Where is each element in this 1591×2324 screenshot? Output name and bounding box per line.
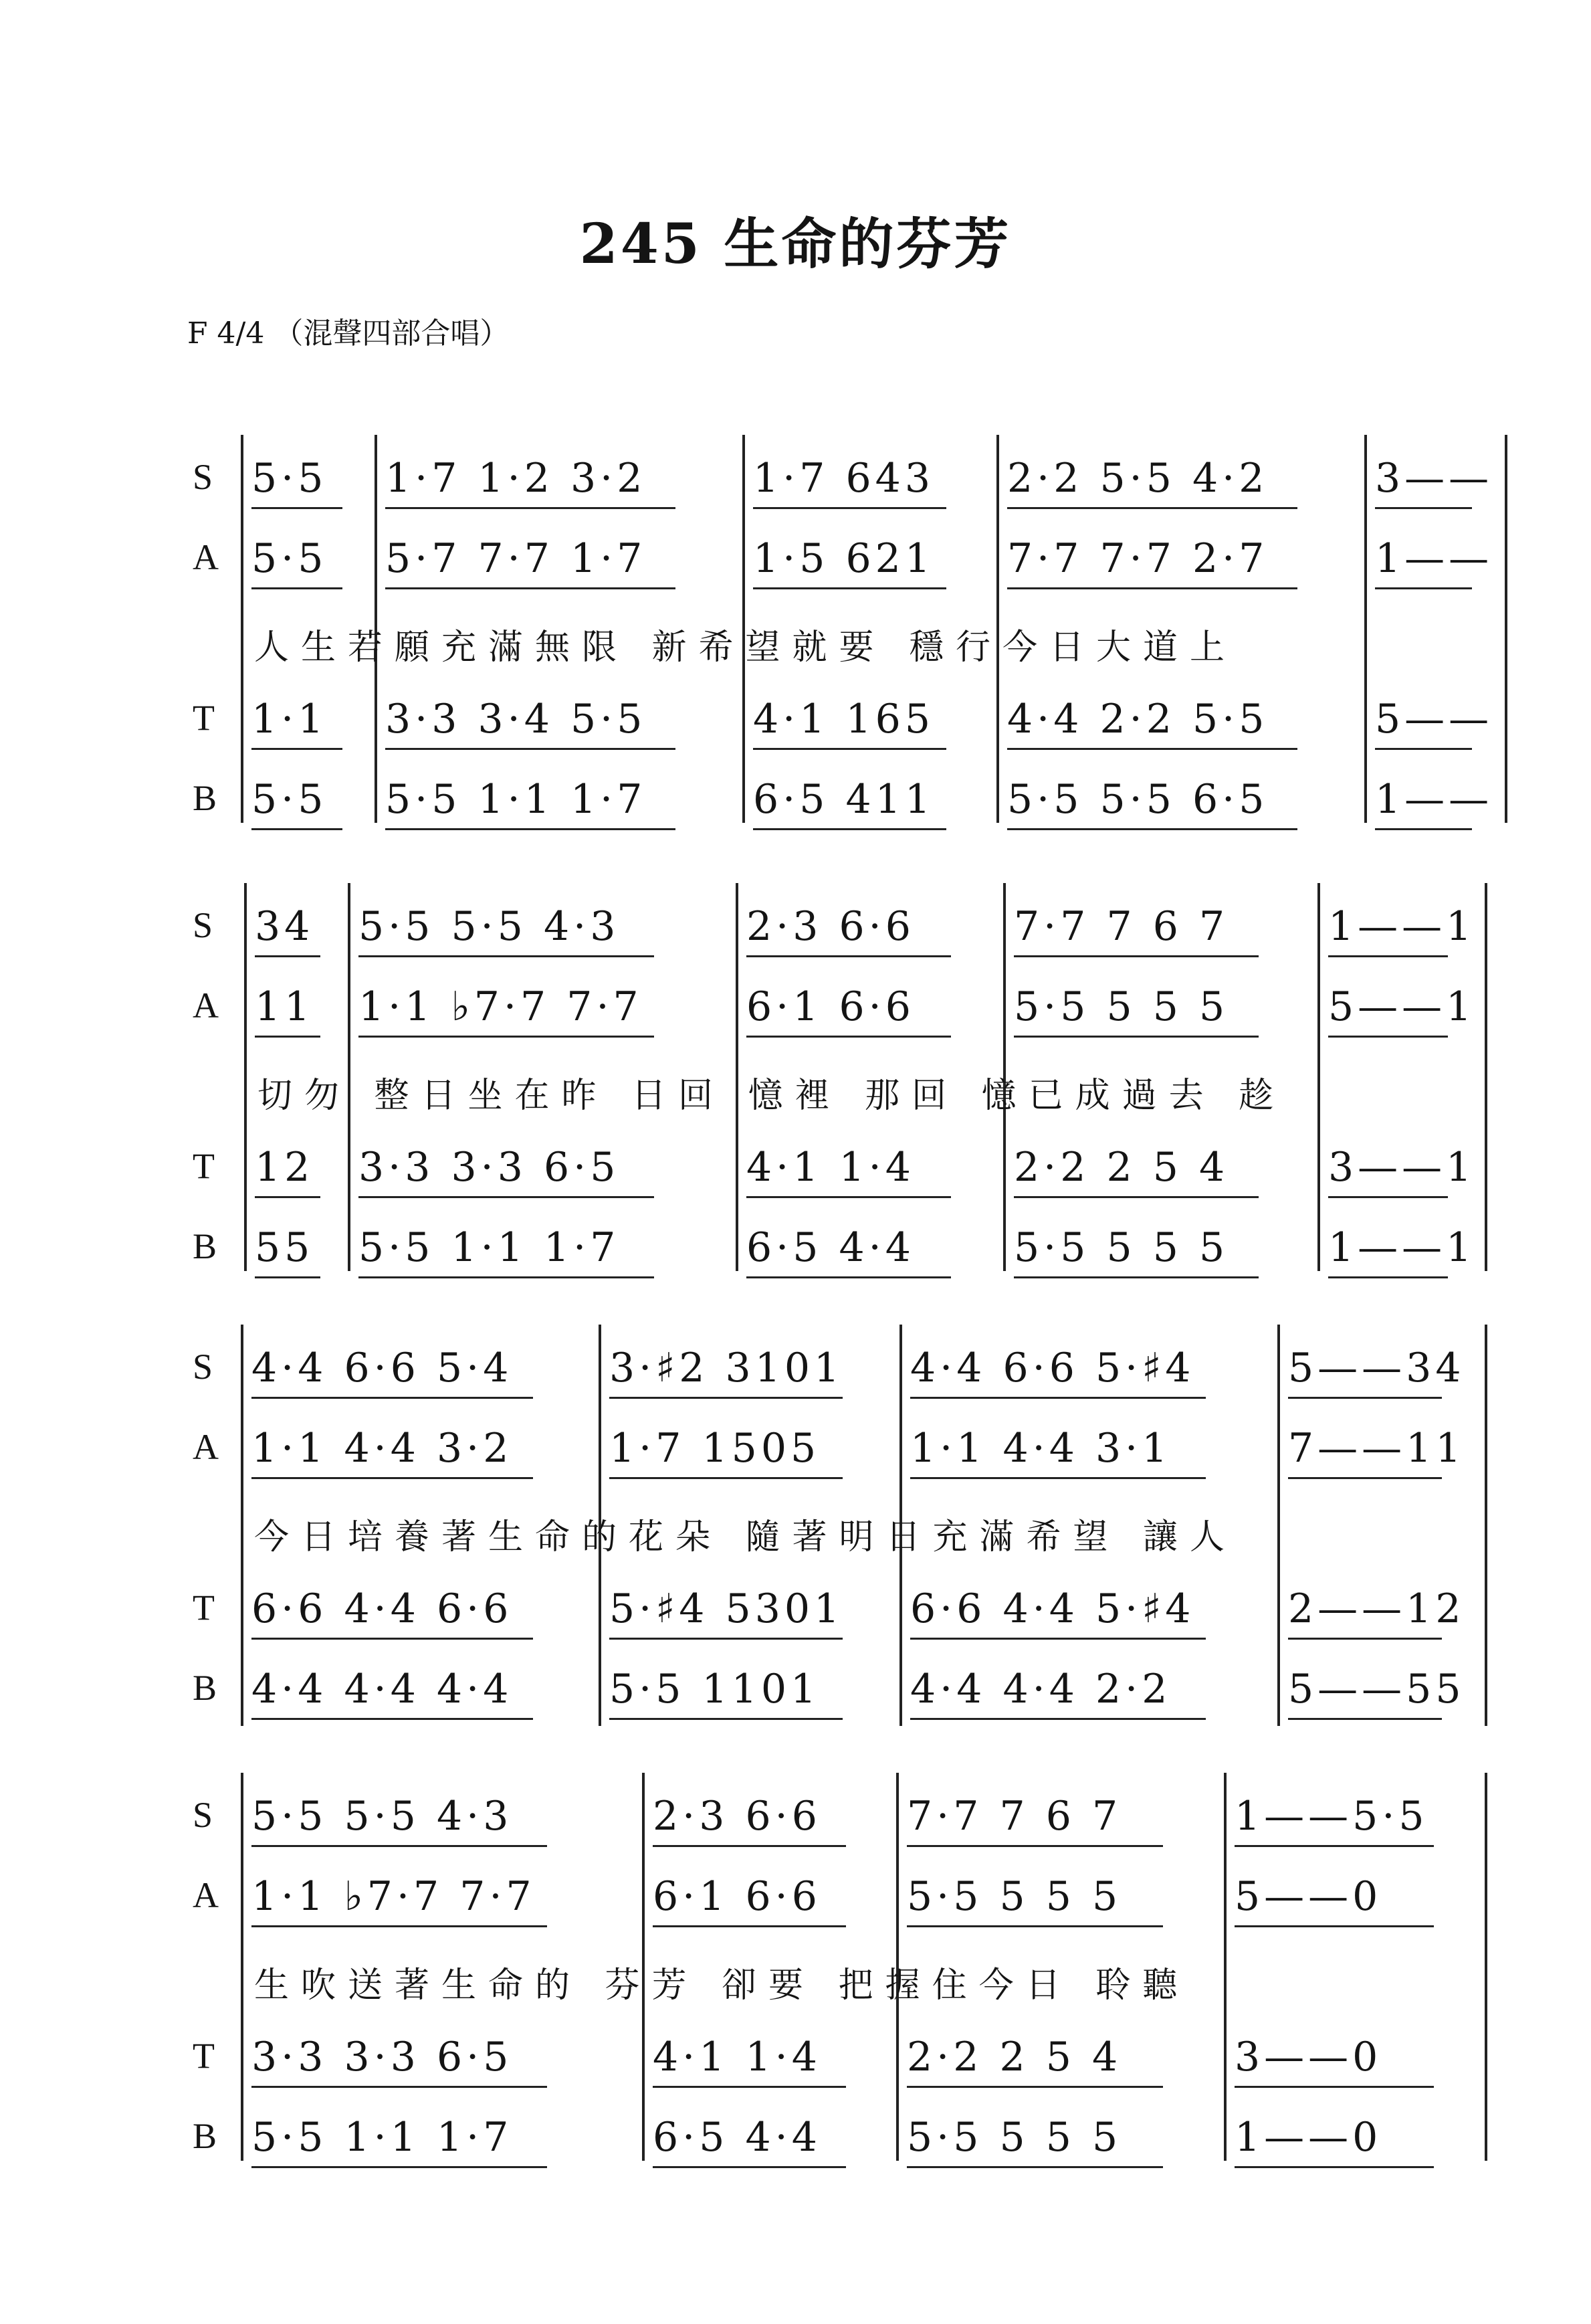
measure-s: 2·3 6·6 — [653, 1793, 821, 1840]
measure-s: 5·5 — [251, 455, 328, 502]
beam-underline — [907, 2166, 1163, 2168]
bar-line — [241, 1773, 243, 2161]
measure-s: 3—— — [1375, 455, 1493, 502]
part-label-a: A — [193, 1427, 219, 1467]
part-label-s: S — [193, 457, 213, 497]
beam-underline — [251, 2086, 547, 2088]
measure-a: 7·7 7·7 2·7 — [1007, 535, 1269, 582]
beam-underline — [746, 1036, 951, 1038]
beam-underline — [1288, 1397, 1442, 1399]
measure-a: 5·5 — [251, 535, 328, 582]
lyrics-line: 今日培養著生命的花朵 隨著明日充滿希望 讓人 — [254, 1517, 1237, 1557]
beam-underline — [1235, 1845, 1434, 1847]
measure-a: 5·5 5 5 5 — [907, 1873, 1122, 1920]
measure-b: 55 — [255, 1224, 314, 1271]
part-label-s: S — [193, 1795, 213, 1835]
beam-underline — [910, 1477, 1206, 1479]
measure-t: 3·3 3·3 6·5 — [251, 2034, 513, 2080]
part-label-s: S — [193, 1347, 213, 1387]
beam-underline — [910, 1718, 1206, 1720]
beam-underline — [1014, 1276, 1259, 1278]
beam-underline — [1014, 1196, 1259, 1198]
bar-line — [244, 883, 247, 1271]
measure-s: 7·7 7 6 7 — [907, 1793, 1122, 1840]
measure-s: 1——1 — [1328, 903, 1476, 950]
measure-s: 5·5 5·5 4·3 — [251, 1793, 513, 1840]
bar-line — [1224, 1773, 1227, 2161]
measure-t: 6·6 4·4 5·♯4 — [910, 1585, 1195, 1632]
measure-s: 1——5·5 — [1235, 1793, 1428, 1840]
beam-underline — [255, 1196, 320, 1198]
beam-underline — [1328, 955, 1448, 957]
beam-underline — [251, 1925, 547, 1927]
beam-underline — [1288, 1477, 1442, 1479]
beam-underline — [1235, 1925, 1434, 1927]
part-label-b: B — [193, 2116, 217, 2156]
measure-b: 5·5 — [251, 776, 328, 823]
part-label-t: T — [193, 698, 215, 738]
beam-underline — [251, 1638, 533, 1640]
measure-s: 5·5 5·5 4·3 — [358, 903, 620, 950]
part-label-t: T — [193, 1146, 215, 1186]
measure-a: 6·1 6·6 — [746, 983, 915, 1030]
beam-underline — [753, 587, 946, 589]
measure-t: 2——12 — [1288, 1585, 1465, 1632]
bar-line — [1485, 1325, 1487, 1726]
part-label-t: T — [193, 2036, 215, 2076]
lyrics-line: 人生若願充滿無限 新希望就要 穩行今日大道上 — [254, 627, 1237, 668]
bar-line — [1505, 435, 1507, 823]
part-label-a: A — [193, 537, 219, 577]
measure-a: 6·1 6·6 — [653, 1873, 821, 1920]
lyrics-line: 切勿 整日坐在昨 日回 憶裡 那回 憶已成過去 趁 — [257, 1076, 1286, 1116]
bar-line — [241, 1325, 243, 1726]
beam-underline — [1328, 1036, 1448, 1038]
measure-s: 5——34 — [1288, 1345, 1465, 1391]
measure-s: 1·7 643 — [753, 455, 935, 502]
beam-underline — [255, 1276, 320, 1278]
beam-underline — [385, 748, 675, 750]
measure-b: 6·5 411 — [753, 776, 935, 823]
beam-underline — [910, 1638, 1206, 1640]
beam-underline — [1014, 955, 1259, 957]
beam-underline — [609, 1718, 843, 1720]
measure-a: 1·5 621 — [753, 535, 935, 582]
beam-underline — [753, 507, 946, 509]
beam-underline — [753, 748, 946, 750]
beam-underline — [385, 507, 675, 509]
measure-t: 5·♯4 5301 — [609, 1585, 844, 1632]
bar-line — [1277, 1325, 1280, 1726]
bar-line — [241, 435, 243, 823]
measure-a: 1·1 ♭7·7 7·7 — [358, 983, 643, 1030]
beam-underline — [385, 587, 675, 589]
measure-a: 1·1 4·4 3·2 — [251, 1425, 513, 1472]
bar-line — [1485, 883, 1487, 1271]
measure-s: 1·7 1·2 3·2 — [385, 455, 647, 502]
beam-underline — [358, 1036, 654, 1038]
beam-underline — [1288, 1718, 1442, 1720]
measure-a: 1·1 4·4 3·1 — [910, 1425, 1172, 1472]
measure-b: 5·5 5 5 5 — [907, 2114, 1122, 2161]
measure-s: 3·♯2 3101 — [609, 1345, 844, 1391]
measure-b: 6·5 4·4 — [746, 1224, 915, 1271]
measure-t: 5—— — [1375, 696, 1493, 743]
part-label-a: A — [193, 1875, 219, 1915]
beam-underline — [255, 955, 320, 957]
measure-t: 4·4 2·2 5·5 — [1007, 696, 1269, 743]
beam-underline — [251, 1477, 533, 1479]
beam-underline — [1375, 828, 1472, 830]
beam-underline — [255, 1036, 320, 1038]
measure-a: 7——11 — [1288, 1425, 1465, 1472]
measure-t: 4·1 1·4 — [653, 2034, 821, 2080]
measure-b: 5·5 1101 — [609, 1666, 821, 1713]
measure-b: 4·4 4·4 2·2 — [910, 1666, 1172, 1713]
beam-underline — [746, 1196, 951, 1198]
measure-s: 4·4 6·6 5·♯4 — [910, 1345, 1195, 1391]
beam-underline — [1288, 1638, 1442, 1640]
measure-b: 5·5 1·1 1·7 — [358, 1224, 620, 1271]
measure-a: 1·1 ♭7·7 7·7 — [251, 1873, 536, 1920]
measure-t: 4·1 165 — [753, 696, 935, 743]
beam-underline — [251, 2166, 547, 2168]
measure-t: 3·3 3·4 5·5 — [385, 696, 647, 743]
measure-a: 5——1 — [1328, 983, 1476, 1030]
measure-a: 5·5 5 5 5 — [1014, 983, 1229, 1030]
measure-t: 6·6 4·4 6·6 — [251, 1585, 513, 1632]
measure-b: 1——0 — [1235, 2114, 1382, 2161]
measure-t: 2·2 2 5 4 — [907, 2034, 1122, 2080]
beam-underline — [251, 1397, 533, 1399]
beam-underline — [753, 828, 946, 830]
part-label-s: S — [193, 905, 213, 945]
measure-t: 1·1 — [251, 696, 328, 743]
measure-b: 5·5 5 5 5 — [1014, 1224, 1229, 1271]
measure-b: 5·5 1·1 1·7 — [385, 776, 647, 823]
part-label-b: B — [193, 1668, 217, 1708]
beam-underline — [251, 1845, 547, 1847]
measure-t: 3——1 — [1328, 1144, 1476, 1191]
measure-s: 2·3 6·6 — [746, 903, 915, 950]
bar-line — [1485, 1773, 1487, 2161]
part-label-a: A — [193, 985, 219, 1026]
beam-underline — [1014, 1036, 1259, 1038]
part-label-b: B — [193, 1226, 217, 1266]
bar-line — [1317, 883, 1320, 1271]
beam-underline — [251, 1718, 533, 1720]
beam-underline — [358, 955, 654, 957]
beam-underline — [1007, 828, 1297, 830]
measure-s: 7·7 7 6 7 — [1014, 903, 1229, 950]
beam-underline — [653, 1925, 846, 1927]
key-signature: F 4/4 （混聲四部合唱） — [187, 316, 510, 351]
measure-b: 1——1 — [1328, 1224, 1476, 1271]
page-title: 245 生命的芬芳 — [579, 212, 1012, 276]
beam-underline — [1235, 2086, 1434, 2088]
beam-underline — [907, 2086, 1163, 2088]
beam-underline — [251, 507, 342, 509]
beam-underline — [251, 587, 342, 589]
measure-t: 12 — [255, 1144, 314, 1191]
beam-underline — [1375, 507, 1472, 509]
measure-s: 4·4 6·6 5·4 — [251, 1345, 513, 1391]
measure-b: 6·5 4·4 — [653, 2114, 821, 2161]
beam-underline — [358, 1276, 654, 1278]
measure-s: 34 — [255, 903, 314, 950]
beam-underline — [1007, 748, 1297, 750]
lyrics-line: 生吹送著生命的 芬芳 卻要 把握住今日 聆聽 — [254, 1965, 1190, 2006]
beam-underline — [907, 1845, 1163, 1847]
beam-underline — [746, 955, 951, 957]
beam-underline — [1235, 2166, 1434, 2168]
measure-t: 3·3 3·3 6·5 — [358, 1144, 620, 1191]
measure-a: 5——0 — [1235, 1873, 1382, 1920]
measure-t: 3——0 — [1235, 2034, 1382, 2080]
beam-underline — [910, 1397, 1206, 1399]
beam-underline — [1007, 587, 1297, 589]
beam-underline — [653, 2086, 846, 2088]
beam-underline — [385, 828, 675, 830]
measure-b: 5——55 — [1288, 1666, 1465, 1713]
measure-t: 2·2 2 5 4 — [1014, 1144, 1229, 1191]
beam-underline — [653, 1845, 846, 1847]
part-label-t: T — [193, 1587, 215, 1628]
measure-b: 1—— — [1375, 776, 1493, 823]
beam-underline — [358, 1196, 654, 1198]
measure-b: 5·5 1·1 1·7 — [251, 2114, 513, 2161]
beam-underline — [907, 1925, 1163, 1927]
measure-a: 5·7 7·7 1·7 — [385, 535, 647, 582]
beam-underline — [1328, 1196, 1448, 1198]
beam-underline — [653, 2166, 846, 2168]
measure-s: 2·2 5·5 4·2 — [1007, 455, 1269, 502]
measure-a: 1·7 1505 — [609, 1425, 821, 1472]
beam-underline — [609, 1477, 843, 1479]
beam-underline — [746, 1276, 951, 1278]
beam-underline — [251, 748, 342, 750]
measure-a: 1—— — [1375, 535, 1493, 582]
beam-underline — [1375, 748, 1472, 750]
beam-underline — [1328, 1276, 1448, 1278]
measure-t: 4·1 1·4 — [746, 1144, 915, 1191]
part-label-b: B — [193, 778, 217, 818]
measure-a: 11 — [255, 983, 314, 1030]
beam-underline — [609, 1638, 843, 1640]
beam-underline — [1375, 587, 1472, 589]
beam-underline — [609, 1397, 843, 1399]
beam-underline — [1007, 507, 1297, 509]
measure-b: 5·5 5·5 6·5 — [1007, 776, 1269, 823]
beam-underline — [251, 828, 342, 830]
bar-line — [1364, 435, 1367, 823]
measure-b: 4·4 4·4 4·4 — [251, 1666, 513, 1713]
